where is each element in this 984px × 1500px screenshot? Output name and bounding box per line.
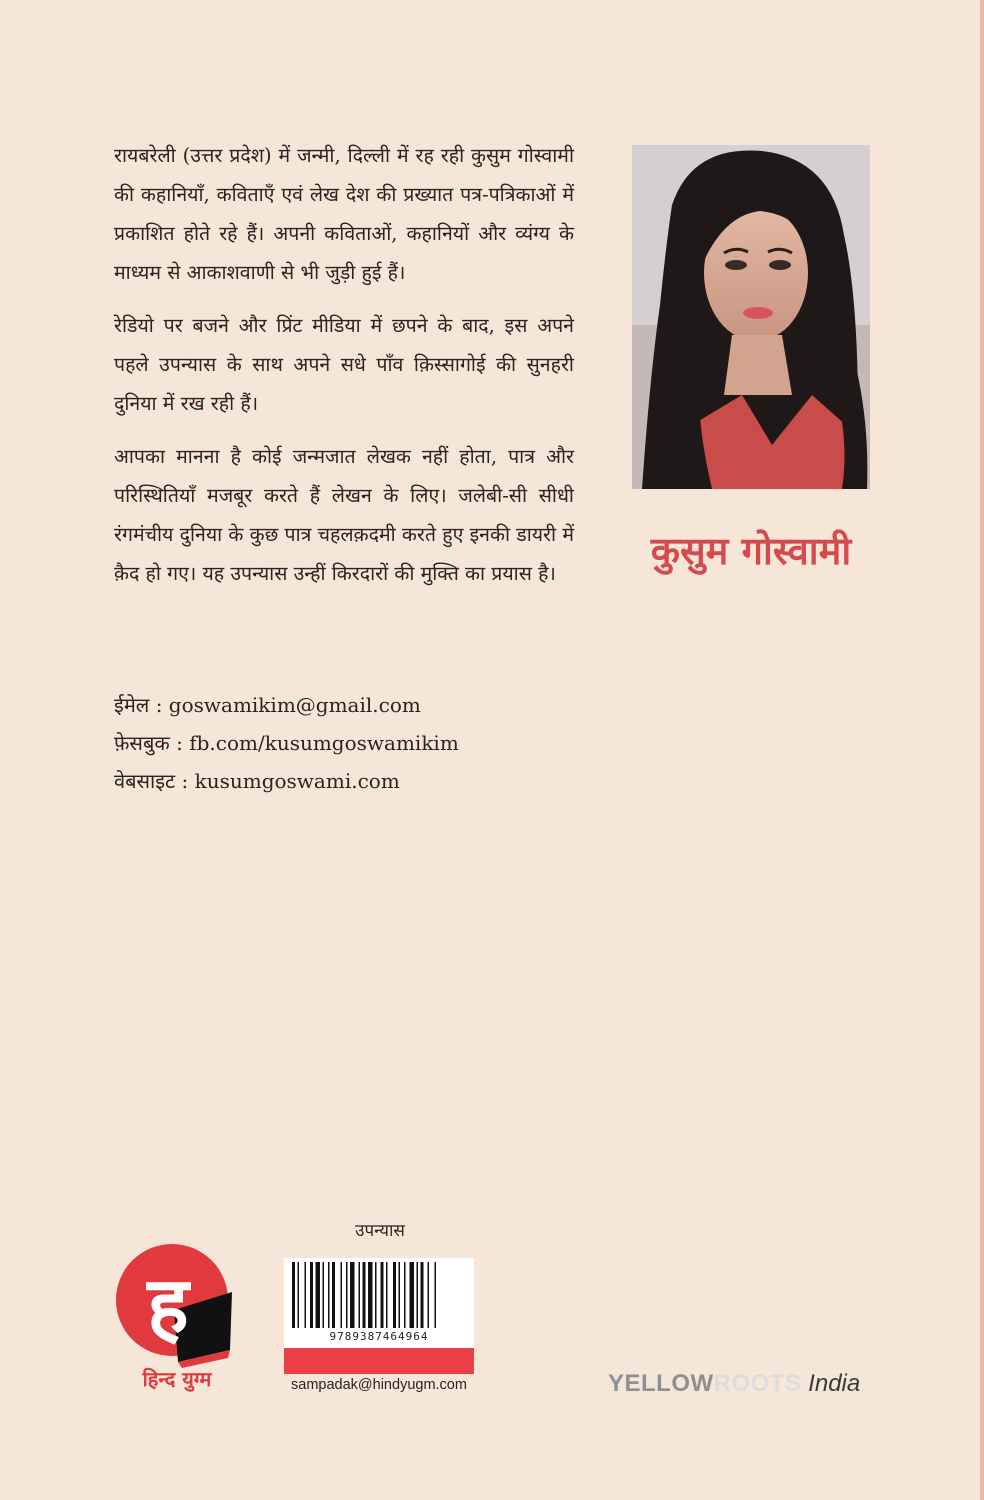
- author-photo: [632, 145, 870, 489]
- barcode-bar: [316, 1262, 321, 1328]
- imprint-yellow: YELLOW: [608, 1370, 714, 1397]
- publisher-logo-text: हिन्द युग्म: [142, 1367, 212, 1391]
- imprint-logo: [608, 1370, 860, 1398]
- contact-value: kusumgoswami.com: [194, 769, 400, 793]
- barcode-bar: [435, 1262, 437, 1328]
- barcode-bar: [386, 1262, 388, 1328]
- author-name: कुसुम गोस्वामी: [650, 529, 852, 573]
- contact-value: fb.com/kusumgoswamikim: [189, 731, 459, 755]
- barcode-bar: [368, 1262, 373, 1328]
- barcode-bar: [328, 1262, 330, 1328]
- contact-email: ईमेल : goswamikim@gmail.com: [114, 693, 421, 717]
- contact-label: ईमेल: [114, 693, 150, 717]
- barcode-bar: [410, 1262, 415, 1328]
- genre-label: उपन्यास: [355, 1221, 405, 1241]
- bio-paragraph: रेडियो पर बजने और प्रिंट मीडिया में छपने के बाद, इस अपने पहले उपन्यास के साथ अपने सधे पाँव क़िस्सागोई की सुनहरी दुनिया में रख रही हैं।: [114, 314, 574, 415]
- contact-label: वेबसाइट: [114, 769, 176, 793]
- imprint-india: India: [808, 1370, 861, 1397]
- contact-website: वेबसाइट : kusumgoswami.com: [114, 769, 400, 793]
- barcode-bar: [323, 1262, 325, 1328]
- contact-list: [114, 686, 584, 800]
- bio-paragraph: रायबरेली (उत्तर प्रदेश) में जन्मी, दिल्ली में रह रही कुसुम गोस्वामी की कहानियाँ, कविताएँ एवं लेख देश की प्रख्यात पत्र-पत्रिकाओं में प्रकाशित होते रहे हैं। अपनी कविताओं, कहानियों और व्यंग्य के माध्यम से आकाशवाणी से भी जुड़ी हुई हैं।: [114, 144, 574, 284]
- svg-text:ह: ह: [147, 1261, 189, 1351]
- hind-yugm-logo-icon: [112, 1240, 236, 1370]
- barcode-bar: [393, 1262, 396, 1328]
- barcode-bar: [292, 1262, 295, 1328]
- bio-paragraph: आपका मानना है कोई जन्मजात लेखक नहीं होता, पात्र और परिस्थितियाँ मजबूर करते हैं लेखन के लिए। जलेबी-सी सीधी रंगमंचीय दुनिया के कुछ पात्र चहलक़दमी करते हुए इनकी डायरी में क़ैद हो गए। यह उपन्यास उन्हीं किरदारों की मुक्ति का प्रयास है।: [114, 445, 574, 585]
- publisher-email: sampadak@hindyugm.com: [291, 1377, 467, 1393]
- barcode-bar: [350, 1262, 355, 1328]
- contact-value: goswamikim@gmail.com: [168, 693, 421, 717]
- barcode-red-strip: [284, 1348, 474, 1374]
- contact-label: फ़ेसबुक: [114, 731, 170, 755]
- isbn-barcode: [284, 1258, 474, 1374]
- barcode-bar: [346, 1262, 348, 1328]
- barcode-bar: [428, 1262, 430, 1328]
- barcode-bar: [363, 1262, 366, 1328]
- barcode-bar: [305, 1262, 307, 1328]
- cover-edge-line: [980, 0, 984, 1500]
- barcode-bar: [359, 1262, 361, 1328]
- barcode-bar: [298, 1262, 300, 1328]
- barcode-bar: [404, 1262, 406, 1328]
- contact-facebook: फ़ेसबुक : fb.com/kusumgoswamikim: [114, 731, 459, 755]
- barcode-bar: [399, 1262, 401, 1328]
- author-bio: [114, 136, 574, 607]
- barcode-bar: [341, 1262, 343, 1328]
- barcode-bar: [375, 1262, 377, 1328]
- barcode-bar: [310, 1262, 313, 1328]
- author-portrait-illustration: [632, 145, 870, 489]
- barcode-bar: [417, 1262, 419, 1328]
- imprint-roots: ROOTS: [713, 1370, 802, 1397]
- barcode-bar: [381, 1262, 384, 1328]
- isbn-number: 9789387464964: [329, 1330, 429, 1343]
- barcode-bar: [421, 1262, 424, 1328]
- barcode-bar: [332, 1262, 335, 1328]
